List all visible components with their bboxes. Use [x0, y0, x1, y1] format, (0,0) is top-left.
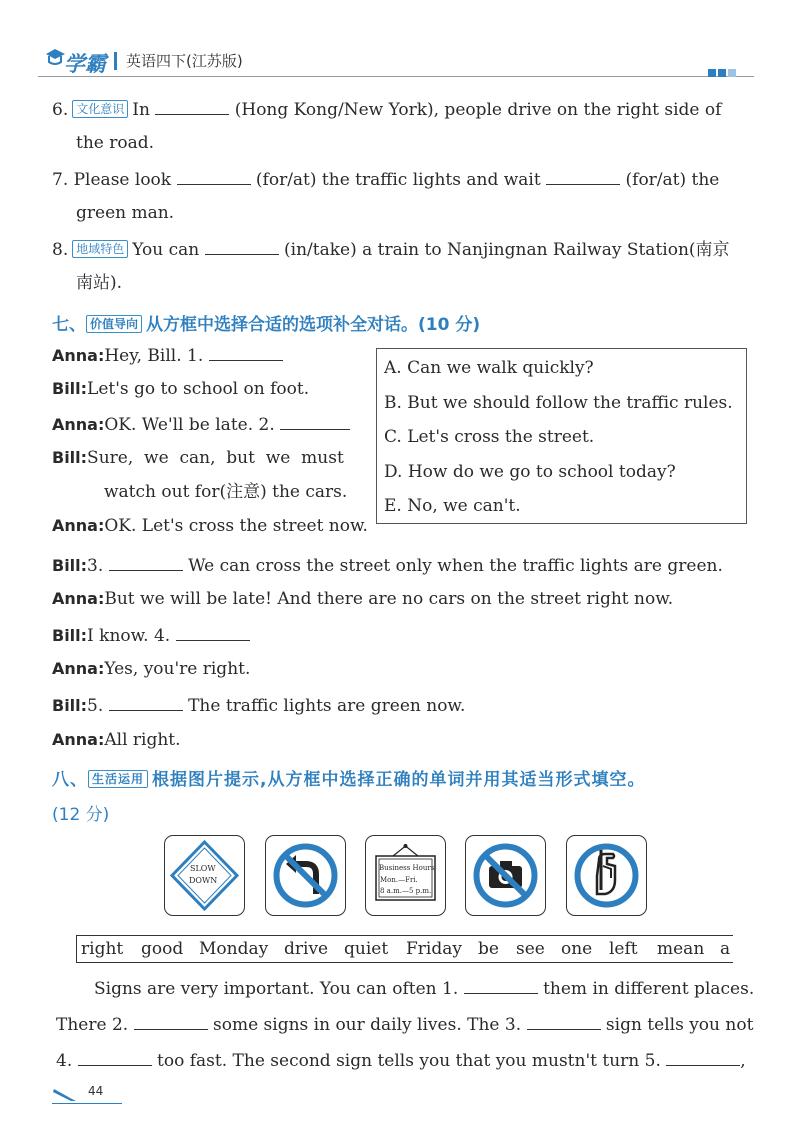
answer-blank[interactable]	[546, 168, 620, 185]
question-6-continuation: the road.	[76, 133, 155, 153]
answer-blank[interactable]	[155, 98, 229, 115]
slow-text: SLOW	[190, 864, 216, 873]
dialogue-line-10: Bill:5. The traffic lights are green now.	[52, 696, 466, 716]
dialogue-line-11: Anna:All right.	[52, 730, 181, 750]
word-bank-item: see	[516, 939, 545, 959]
word-bank-item: Monday	[199, 939, 269, 959]
answer-blank[interactable]	[134, 1013, 208, 1030]
quiet-please-icon	[567, 836, 646, 915]
no-camera-icon	[466, 836, 545, 915]
option-a: A. Can we walk quickly?	[384, 358, 594, 378]
dialogue-line-1: Anna:Hey, Bill. 1.	[52, 344, 283, 366]
no-left-turn-icon	[266, 836, 345, 915]
answer-blank[interactable]	[109, 554, 183, 571]
option-c: C. Let's cross the street.	[384, 427, 595, 447]
word-bank-item: drive	[284, 939, 329, 959]
dialogue-line-9: Anna:Yes, you're right.	[52, 659, 251, 679]
dialogue-line-4: Bill:Sure, we can, but we must	[52, 448, 344, 468]
option-d: D. How do we go to school today?	[384, 462, 676, 482]
question-8: 8. 地域特色 You can (in/take) a train to Nanjingnan Railway Station(南京	[52, 240, 730, 260]
page-number: 44	[88, 1084, 104, 1098]
hours-time: 8 a.m.—5 p.m.	[380, 887, 432, 895]
passage-line-3: 4. too fast. The second sign tells you that you mustn't turn 5. ,	[56, 1051, 746, 1071]
word-bank-item: quiet	[344, 939, 389, 959]
section-8-points: (12 分)	[52, 805, 110, 825]
slow-down-sign	[164, 835, 245, 916]
answer-blank[interactable]	[177, 168, 251, 185]
book-title: 英语四下(江苏版)	[126, 52, 243, 70]
header-rule	[38, 76, 754, 77]
header-squares	[708, 62, 736, 81]
pencil-icon	[52, 1085, 78, 1103]
graduation-cap-icon	[44, 46, 66, 72]
answer-blank[interactable]	[666, 1049, 740, 1066]
word-bank-item: good	[141, 939, 184, 959]
answer-blank[interactable]	[464, 977, 538, 994]
option-e: E. No, we can't.	[384, 496, 521, 516]
no-photo-sign	[465, 835, 546, 916]
dialogue-line-8: Bill:I know. 4.	[52, 624, 250, 646]
section-7-title: 七、 价值导向 从方框中选择合适的选项补全对话。(10 分)	[52, 315, 481, 335]
word-bank-item: a	[720, 939, 731, 959]
answer-blank[interactable]	[78, 1049, 152, 1066]
passage-line-1: Signs are very important. You can often 1. them in different places.	[94, 979, 755, 999]
answer-blank[interactable]	[280, 413, 350, 430]
word-bank-item: left	[609, 939, 638, 959]
question-7-continuation: green man.	[76, 203, 175, 223]
header-divider-bar	[114, 52, 117, 70]
hours-title: Business Hours	[379, 864, 435, 872]
question-7: 7. Please look (for/at) the traffic lights and wait (for/at) the	[52, 170, 720, 190]
word-bank-item: be	[478, 939, 499, 959]
dialogue-line-2: Bill:Let's go to school on foot.	[52, 379, 310, 399]
down-text: DOWN	[189, 876, 218, 885]
business-hours-sign	[365, 835, 446, 916]
answer-blank[interactable]	[109, 694, 183, 711]
dialogue-line-5: Anna:OK. Let's cross the street now.	[52, 516, 368, 536]
word-bank-item: one	[561, 939, 593, 959]
dialogue-line-4-cont: watch out for(注意) the cars.	[104, 482, 348, 502]
passage-line-2: There 2. some signs in our daily lives. The 3. sign tells you not	[56, 1015, 754, 1035]
culture-tag: 文化意识	[72, 100, 128, 118]
dialogue-line-3: Anna:OK. We'll be late. 2.	[52, 413, 350, 435]
no-noise-sign	[566, 835, 647, 916]
value-tag: 价值导向	[86, 315, 142, 333]
question-8-continuation: 南站).	[76, 273, 123, 293]
answer-blank[interactable]	[527, 1013, 601, 1030]
section-8-title: 八、 生活运用 根据图片提示,从方框中选择正确的单词并用其适当形式填空。	[52, 770, 646, 790]
hours-days: Mon.—Fri.	[380, 876, 418, 884]
dialogue-line-7: Anna:But we will be late! And there are no cars on the street right now.	[52, 589, 674, 609]
footer-rule	[52, 1103, 122, 1104]
life-tag: 生活运用	[88, 770, 148, 788]
word-bank-item: right	[81, 939, 124, 959]
no-left-turn-sign	[265, 835, 346, 916]
option-b: B. But we should follow the traffic rules.	[384, 393, 733, 413]
question-6: 6. 文化意识 In (Hong Kong/New York), people drive on the right side of	[52, 100, 722, 120]
word-bank-item: Friday	[406, 939, 462, 959]
region-tag: 地域特色	[72, 240, 128, 258]
dialogue-line-6: Bill:3. We can cross the street only when the traffic lights are green.	[52, 556, 723, 576]
answer-blank[interactable]	[209, 344, 283, 361]
logo-text: 学霸	[64, 52, 106, 76]
answer-blank[interactable]	[176, 624, 250, 641]
answer-blank[interactable]	[205, 238, 279, 255]
word-bank-item: mean	[657, 939, 705, 959]
